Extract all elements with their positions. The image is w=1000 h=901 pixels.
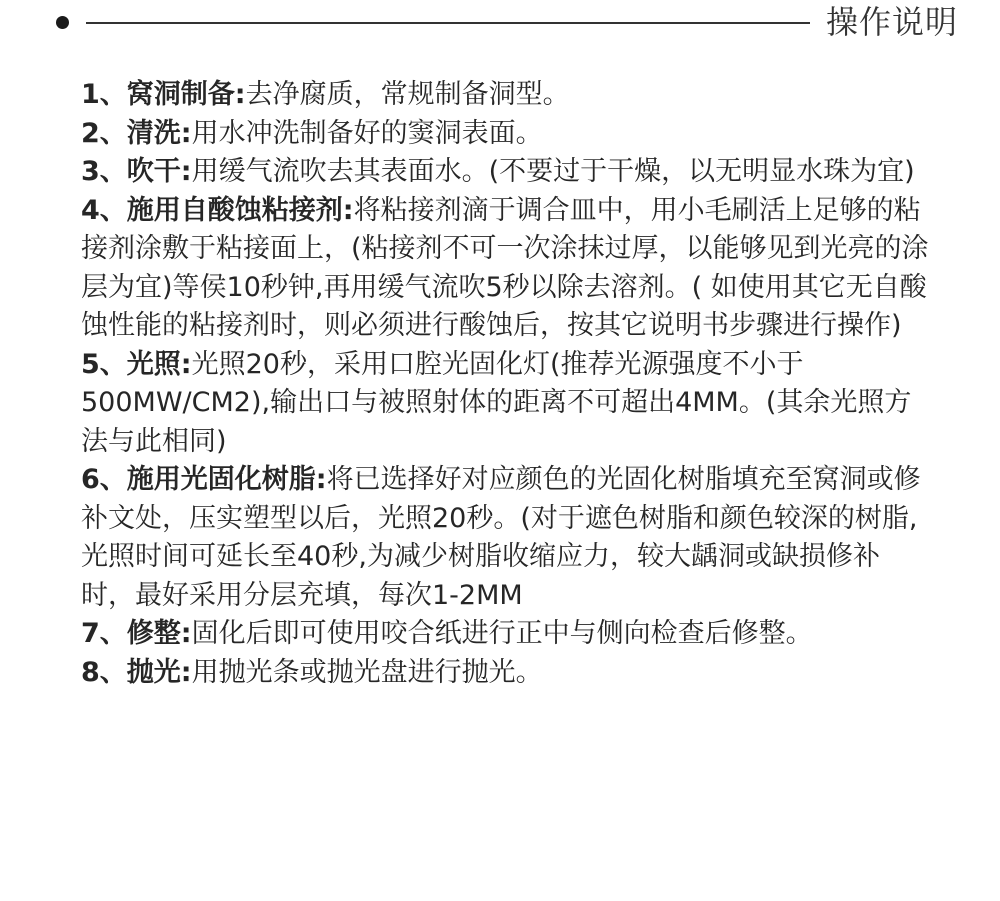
- step-label: 3、吹干:: [81, 156, 192, 187]
- step-label: 5、光照:: [81, 348, 192, 380]
- instruction-step-1: [81, 76, 931, 115]
- instruction-step-6: [81, 461, 931, 615]
- step-text: 将粘接剂滴于调合皿中，用小毛刷活上足够的粘接剂涂敷于粘接面上，(粘接剂不可一次涂抹过厚，以能够见到光亮的涂层为宜)等侯10秒钟,再用缓气流吹5秒以除去溶剂。( 如使用其它无自酸蚀性能的粘接剂时，则必须进行酸蚀后，按其它说明书步骤进行操作): [81, 194, 929, 341]
- step-label: 4、施用自酸蚀粘接剂:: [81, 194, 354, 226]
- instruction-list: [81, 76, 931, 692]
- step-text: 光照20秒，采用口腔光固化灯(推荐光源强度不小于500MW/CM2),输出口与被照射体的距离不可超出4MM。(其余光照方法与此相同): [81, 348, 912, 457]
- step-text: 用抛光条或抛光盘进行抛光。: [191, 656, 543, 688]
- header-divider-line: [86, 22, 810, 24]
- instruction-step-4: [81, 192, 931, 346]
- section-title: 操作说明: [826, 3, 959, 41]
- step-text: 用水冲洗制备好的窦洞表面。: [191, 117, 543, 149]
- step-label: 7、修整:: [81, 618, 192, 649]
- instruction-step-3: [81, 153, 931, 192]
- section-header: [0, 0, 1000, 46]
- bullet-dot-icon: [56, 16, 69, 29]
- step-label: 8、抛光:: [81, 656, 192, 688]
- instruction-step-7: [81, 615, 931, 654]
- instruction-step-8: [81, 654, 931, 693]
- step-text: 固化后即可使用咬合纸进行正中与侧向检查后修整。: [191, 618, 813, 649]
- instruction-step-2: [81, 115, 931, 154]
- step-label: 6、施用光固化树脂:: [81, 464, 327, 495]
- instruction-step-5: [81, 346, 931, 462]
- step-label: 2、清洗:: [81, 117, 192, 149]
- step-text: 将已选择好对应颜色的光固化树脂填充至窝洞或修补文处，压实塑型以后，光照20秒。(对于遮色树脂和颜色较深的树脂,光照时间可延长至40秒,为减少树脂收缩应力，较大龋洞或缺损修补时，最好采用分层充填，每次1-2MM: [81, 464, 921, 611]
- step-text: 用缓气流吹去其表面水。(不要过于干燥，以无明显水珠为宜): [191, 156, 915, 187]
- step-label: 1、窝洞制备:: [81, 79, 246, 110]
- step-text: 去净腐质，常规制备洞型。: [245, 79, 570, 110]
